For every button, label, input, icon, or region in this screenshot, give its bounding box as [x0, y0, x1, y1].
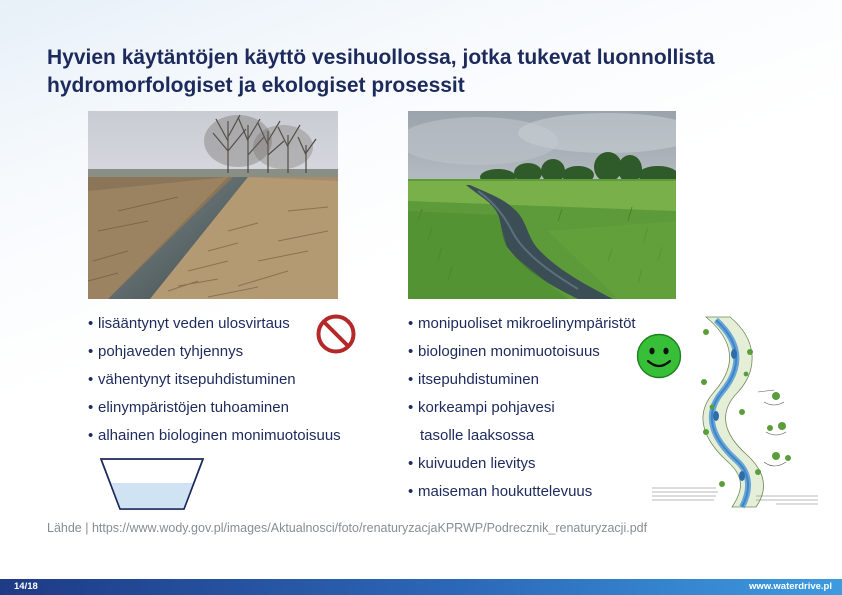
- list-item: [408, 394, 636, 422]
- bullet: •: [88, 371, 94, 388]
- meandering-river-diagram: [646, 312, 826, 512]
- bullet: •: [408, 371, 414, 388]
- list-item: [88, 366, 341, 394]
- list-item: [408, 310, 636, 338]
- source-citation: Lähde | https://www.wody.gov.pl/images/Aktualnosci/foto/renaturyzacjaKPRWP/Podrecznik_renaturyzacji.pdf: [47, 521, 648, 535]
- slide-title: Hyvien käytäntöjen käyttö vesihuollossa, jotka tukevat luonnollista hydromorfologiset ja ekologiset prosessit: [47, 46, 715, 97]
- list-item: [88, 338, 341, 366]
- prohibited-icon: [315, 313, 357, 355]
- list-item-text: tasolle laaksossa: [420, 427, 535, 444]
- list-item-text: pohjaveden tyhjennys: [98, 343, 244, 360]
- list-item-text: monipuoliset mikroelinympäristöt: [418, 315, 636, 332]
- list-item-text: maiseman houkuttelevuus: [418, 483, 593, 500]
- bullet: •: [408, 483, 414, 500]
- straightened-ditch-photo: [88, 111, 338, 299]
- bullet: •: [88, 427, 94, 444]
- bullet: •: [408, 315, 414, 332]
- page-number: 14/18: [14, 581, 38, 592]
- list-item-text: biologinen monimuotoisuus: [418, 343, 600, 360]
- bullet: •: [408, 343, 414, 360]
- list-item-text: vähentynyt itsepuhdistuminen: [98, 371, 296, 388]
- list-item: [408, 422, 636, 450]
- water-basin-icon: [98, 456, 206, 512]
- bullet: •: [88, 343, 94, 360]
- natural-stream-photo: [408, 111, 676, 299]
- bullet: •: [88, 315, 94, 332]
- list-item-text: lisääntynyt veden ulosvirtaus: [98, 315, 290, 332]
- bullet: •: [88, 399, 94, 416]
- footer-bar: [0, 579, 842, 595]
- list-item-text: kuivuuden lievitys: [418, 455, 536, 472]
- positive-effects-list: [408, 310, 636, 506]
- bullet: •: [408, 399, 414, 416]
- list-item: [408, 366, 636, 394]
- list-item-text: korkeampi pohjavesi: [418, 399, 555, 416]
- list-item: [408, 478, 636, 506]
- list-item-text: itsepuhdistuminen: [418, 371, 539, 388]
- list-item: [88, 422, 341, 450]
- bullet: •: [408, 455, 414, 472]
- list-item: [408, 450, 636, 478]
- list-item: [408, 338, 636, 366]
- list-item-text: elinympäristöjen tuhoaminen: [98, 399, 289, 416]
- negative-effects-list: [88, 310, 341, 450]
- list-item-text: alhainen biologinen monimuotoisuus: [98, 427, 341, 444]
- list-item: [88, 394, 341, 422]
- list-item: [88, 310, 341, 338]
- website-link[interactable]: www.waterdrive.pl: [748, 581, 832, 592]
